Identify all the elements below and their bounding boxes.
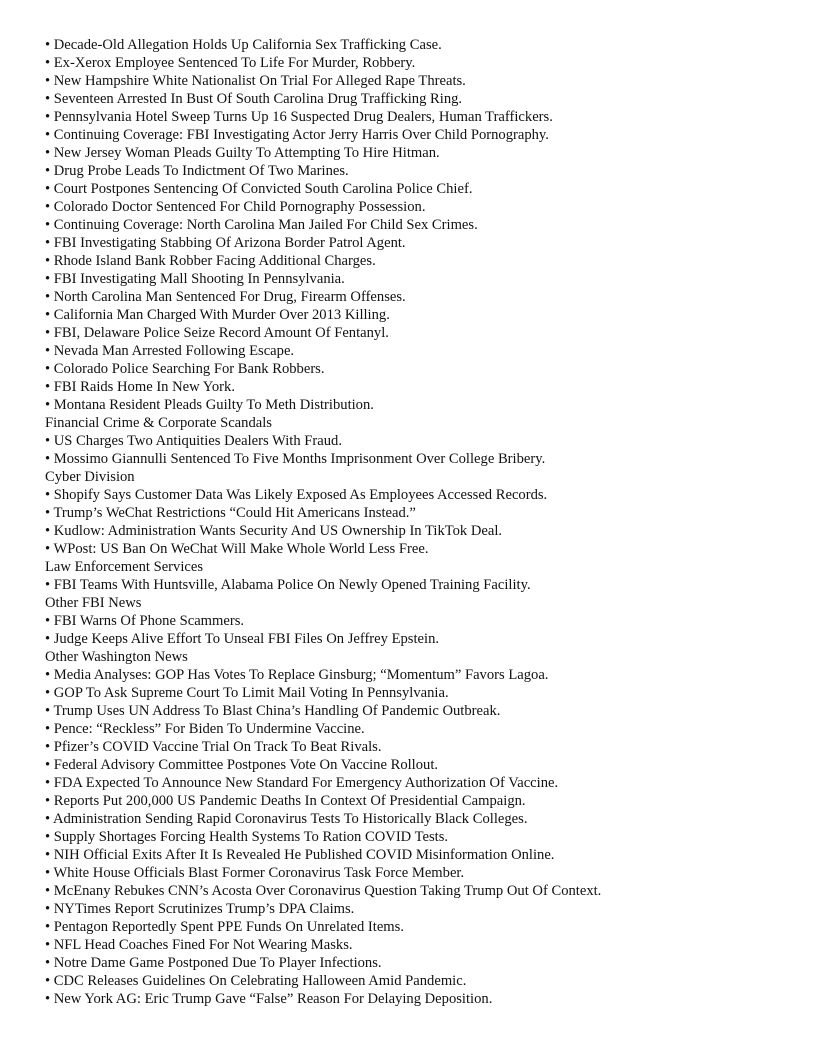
- news-item: • Colorado Police Searching For Bank Robbers.: [45, 361, 325, 377]
- news-item: • Rhode Island Bank Robber Facing Additional Charges.: [45, 253, 376, 269]
- news-item: • GOP To Ask Supreme Court To Limit Mail Voting In Pennsylvania.: [45, 685, 449, 701]
- news-item: • Ex-Xerox Employee Sentenced To Life For Murder, Robbery.: [45, 55, 416, 71]
- news-item: • Notre Dame Game Postponed Due To Player Infections.: [45, 955, 382, 971]
- news-item: • Reports Put 200,000 US Pandemic Deaths In Context Of Presidential Campaign.: [45, 793, 526, 809]
- news-item: • Montana Resident Pleads Guilty To Meth Distribution.: [45, 397, 374, 413]
- section-heading: Financial Crime & Corporate Scandals: [45, 415, 272, 431]
- section-heading: Law Enforcement Services: [45, 559, 204, 575]
- news-item: • Trump’s WeChat Restrictions “Could Hit Americans Instead.”: [45, 505, 416, 521]
- section-heading: Other FBI News: [45, 595, 142, 611]
- news-digest-page: [45, 36, 805, 1008]
- section-heading: Other Washington News: [45, 649, 188, 665]
- news-item: • FDA Expected To Announce New Standard For Emergency Authorization Of Vaccine.: [45, 775, 559, 791]
- news-item: • California Man Charged With Murder Over 2013 Killing.: [45, 307, 390, 323]
- news-item: • McEnany Rebukes CNN’s Acosta Over Coronavirus Question Taking Trump Out Of Context.: [45, 883, 602, 899]
- section-heading: Cyber Division: [45, 469, 135, 485]
- news-item: • Pfizer’s COVID Vaccine Trial On Track To Beat Rivals.: [45, 739, 382, 755]
- news-item: • White House Officials Blast Former Coronavirus Task Force Member.: [45, 865, 465, 881]
- news-item: • CDC Releases Guidelines On Celebrating Halloween Amid Pandemic.: [45, 973, 467, 989]
- news-item: • Pence: “Reckless” For Biden To Undermine Vaccine.: [45, 721, 365, 737]
- news-item: • FBI Teams With Huntsville, Alabama Police On Newly Opened Training Facility.: [45, 577, 531, 593]
- news-item: • Shopify Says Customer Data Was Likely Exposed As Employees Accessed Records.: [45, 487, 548, 503]
- news-item: • Mossimo Giannulli Sentenced To Five Months Imprisonment Over College Bribery.: [45, 451, 546, 467]
- news-item: • NFL Head Coaches Fined For Not Wearing Masks.: [45, 937, 353, 953]
- news-item: • Continuing Coverage: North Carolina Man Jailed For Child Sex Crimes.: [45, 217, 478, 233]
- news-item: • FBI Investigating Stabbing Of Arizona Border Patrol Agent.: [45, 235, 406, 251]
- news-item: • New Hampshire White Nationalist On Trial For Alleged Rape Threats.: [45, 73, 466, 89]
- news-item: • Pentagon Reportedly Spent PPE Funds On Unrelated Items.: [45, 919, 404, 935]
- news-item: • Nevada Man Arrested Following Escape.: [45, 343, 295, 359]
- news-item: • FBI, Delaware Police Seize Record Amount Of Fentanyl.: [45, 325, 389, 341]
- news-item: • WPost: US Ban On WeChat Will Make Whole World Less Free.: [45, 541, 429, 557]
- news-item: • New York AG: Eric Trump Gave “False” Reason For Delaying Deposition.: [45, 991, 493, 1007]
- news-item: • Decade-Old Allegation Holds Up California Sex Trafficking Case.: [45, 37, 442, 53]
- news-item: • Continuing Coverage: FBI Investigating Actor Jerry Harris Over Child Pornography.: [45, 127, 549, 143]
- news-item: • Media Analyses: GOP Has Votes To Replace Ginsburg; “Momentum” Favors Lagoa.: [45, 667, 549, 683]
- news-item: • Supply Shortages Forcing Health Systems To Ration COVID Tests.: [45, 829, 449, 845]
- news-item: • FBI Investigating Mall Shooting In Pennsylvania.: [45, 271, 345, 287]
- news-item: • FBI Warns Of Phone Scammers.: [45, 613, 245, 629]
- news-item: • Pennsylvania Hotel Sweep Turns Up 16 Suspected Drug Dealers, Human Traffickers.: [45, 109, 553, 125]
- news-item: • US Charges Two Antiquities Dealers With Fraud.: [45, 433, 342, 449]
- news-item: • Colorado Doctor Sentenced For Child Pornography Possession.: [45, 199, 426, 215]
- news-item: • Court Postpones Sentencing Of Convicted South Carolina Police Chief.: [45, 181, 473, 197]
- news-item: • NYTimes Report Scrutinizes Trump’s DPA Claims.: [45, 901, 355, 917]
- news-item: • Administration Sending Rapid Coronavirus Tests To Historically Black Colleges.: [45, 811, 528, 827]
- news-item: • Federal Advisory Committee Postpones Vote On Vaccine Rollout.: [45, 757, 439, 773]
- news-item: • Trump Uses UN Address To Blast China’s Handling Of Pandemic Outbreak.: [45, 703, 501, 719]
- news-item: • Seventeen Arrested In Bust Of South Carolina Drug Trafficking Ring.: [45, 91, 463, 107]
- news-item: • Kudlow: Administration Wants Security And US Ownership In TikTok Deal.: [45, 523, 503, 539]
- news-item: • Judge Keeps Alive Effort To Unseal FBI Files On Jeffrey Epstein.: [45, 631, 440, 647]
- news-item: • NIH Official Exits After It Is Revealed He Published COVID Misinformation Online.: [45, 847, 555, 863]
- news-item: • Drug Probe Leads To Indictment Of Two Marines.: [45, 163, 349, 179]
- news-item: • New Jersey Woman Pleads Guilty To Attempting To Hire Hitman.: [45, 145, 440, 161]
- news-item: • FBI Raids Home In New York.: [45, 379, 235, 395]
- news-item: • North Carolina Man Sentenced For Drug, Firearm Offenses.: [45, 289, 406, 305]
